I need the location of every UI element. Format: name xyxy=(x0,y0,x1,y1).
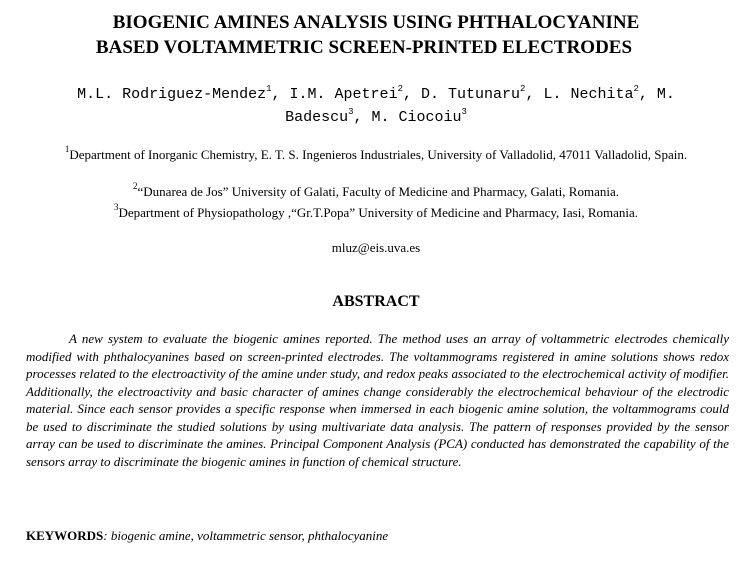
contact-email: mluz@eis.uva.es xyxy=(331,240,421,255)
title-line-2: BASED VOLTAMMETRIC SCREEN-PRINTED ELECTRODES xyxy=(95,37,633,58)
affiliation-2: $^2$“Dunarea de Jos” University of Galati, Faculty of Medicine and Pharmacy, Galati, Romania. xyxy=(133,181,619,199)
keywords-label: KEYWORDS xyxy=(26,528,104,543)
author: M. Ciocoiu$^3$ xyxy=(371,107,467,126)
author: D. Tutunaru$^2$, xyxy=(421,84,544,103)
abstract-body: A new system to evaluate the biogenic amines reported. The method uses an array of voltammetric electrodes chemically modified with phthalocyanines based on screen-printed electrodes. The voltammograms registered in amine solutions shows redox processes related to the electroactivity of the amine under study, and redox peaks associated to the electrochemical activity of modifier. Additionally, the electroactivity and basic character of amines change considerably the electrochemical behaviour of the electrodic material. Since each sensor provides a specific response when immersed in each biogenic amine solution, the voltammograms could be used to discriminate the studied solutions by using multivariate data analysis. The pattern of responses provided by the sensor array can be used to discriminate the amines. Principal Component Analysis (PCA) conducted has demonstrated the capability of the sensors array to discriminate the biogenic amines in function of chemical structure. xyxy=(26,331,729,469)
keywords-text: : biogenic amine, voltammetric sensor, phthalocyanine xyxy=(103,528,389,543)
author-list xyxy=(40,83,712,129)
abstract-heading: ABSTRACT xyxy=(332,293,420,310)
author: I.M. Apetrei$^2$, xyxy=(289,84,421,103)
keywords xyxy=(26,528,388,544)
affiliation-1: $^1$Department of Inorganic Chemistry, E. T. S. Ingenieros Industriales, University of Valladolid, 47011 Valladolid, Spain. xyxy=(64,144,688,162)
paper-title xyxy=(20,10,732,60)
author: M. Badescu$^3$, xyxy=(285,86,675,126)
author: L. Nechita$^2$, xyxy=(543,84,657,103)
affiliation-3: $^3$Department of Physiopathology ,“Gr.T.Popa” University of Medicine and Pharmacy, Iasi, Romania. xyxy=(113,202,639,220)
title-line-1: BIOGENIC AMINES ANALYSIS USING PHTHALOCYANINE xyxy=(112,12,640,33)
author: M.L. Rodriguez-Mendez$^1$, xyxy=(77,84,290,103)
